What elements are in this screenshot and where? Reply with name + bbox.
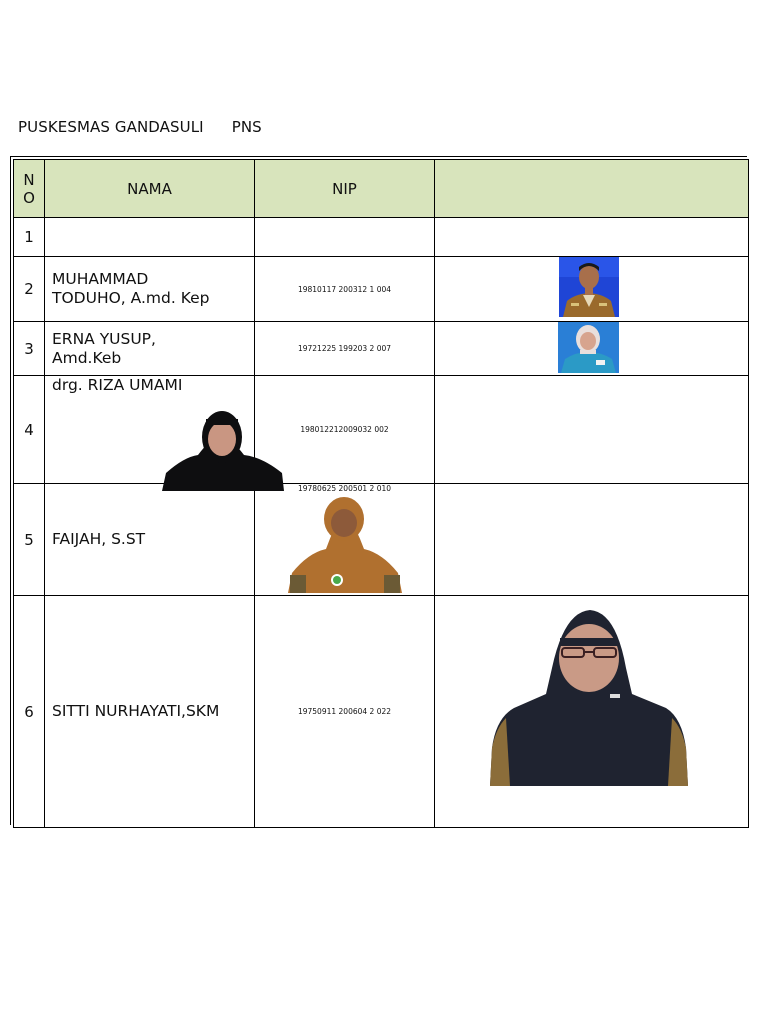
- employee-category: PNS: [231, 118, 262, 136]
- employee-photo-cell: [435, 218, 749, 257]
- row-number: 2: [14, 257, 45, 322]
- table-row: [14, 218, 749, 257]
- column-header-no-label: N O: [23, 170, 35, 207]
- page-header: [18, 116, 262, 138]
- row-number: 3: [14, 322, 45, 376]
- table-row: [14, 257, 749, 322]
- row-number: 6: [14, 596, 45, 828]
- employee-name: [45, 376, 255, 484]
- column-header-photo: [435, 160, 749, 218]
- employee-name-line2: Amd.Keb: [52, 348, 122, 367]
- photo-man-uniform: [559, 257, 619, 317]
- employee-name: [45, 257, 255, 322]
- table-row: [14, 322, 749, 376]
- employee-photo-cell: [435, 322, 749, 376]
- row-number: 5: [14, 484, 45, 596]
- employee-nip: [255, 218, 435, 257]
- employee-name: [45, 322, 255, 376]
- employee-photo-cell: [435, 484, 749, 596]
- row-number: 4: [14, 376, 45, 484]
- table-header-row: [14, 160, 749, 218]
- photo-woman-brown-hijab: [286, 497, 404, 593]
- employee-photo-cell: [435, 257, 749, 322]
- row-number: 1: [14, 218, 45, 257]
- employee-name-line1: MUHAMMAD: [52, 270, 149, 288]
- table-row: [14, 376, 749, 484]
- employee-nip: 19810117 200312 1 004: [255, 257, 435, 322]
- employee-nip: 198012212009032 002: [255, 376, 435, 484]
- employee-name-line1: ERNA YUSUP,: [52, 329, 156, 348]
- employee-nip: 19780625 200501 2 010: [297, 484, 392, 493]
- photo-woman-blue: [558, 322, 619, 373]
- employee-name-line2: TODUHO, A.md. Kep: [52, 289, 210, 307]
- employee-name: FAIJAH, S.ST: [45, 484, 255, 596]
- employee-nip-cell: [255, 484, 435, 596]
- column-header-nama: NAMA: [45, 160, 255, 218]
- organization-title: PUSKESMAS GANDASULI: [18, 118, 204, 136]
- employee-name: SITTI NURHAYATI,SKM: [45, 596, 255, 828]
- column-header-nip: NIP: [255, 160, 435, 218]
- employee-name-text: drg. RIZA UMAMI: [52, 376, 183, 394]
- photo-woman-navy-hijab: [490, 608, 688, 786]
- column-header-no: [14, 160, 45, 218]
- staff-table: [13, 159, 749, 828]
- table-row: [14, 484, 749, 596]
- employee-photo-cell: [435, 376, 749, 484]
- staff-table-frame: [10, 156, 747, 825]
- employee-name: [45, 218, 255, 257]
- employee-nip: 19750911 200604 2 022: [255, 596, 435, 828]
- employee-nip: 19721225 199203 2 007: [255, 322, 435, 376]
- table-row: [14, 596, 749, 828]
- employee-photo-cell: [435, 596, 749, 828]
